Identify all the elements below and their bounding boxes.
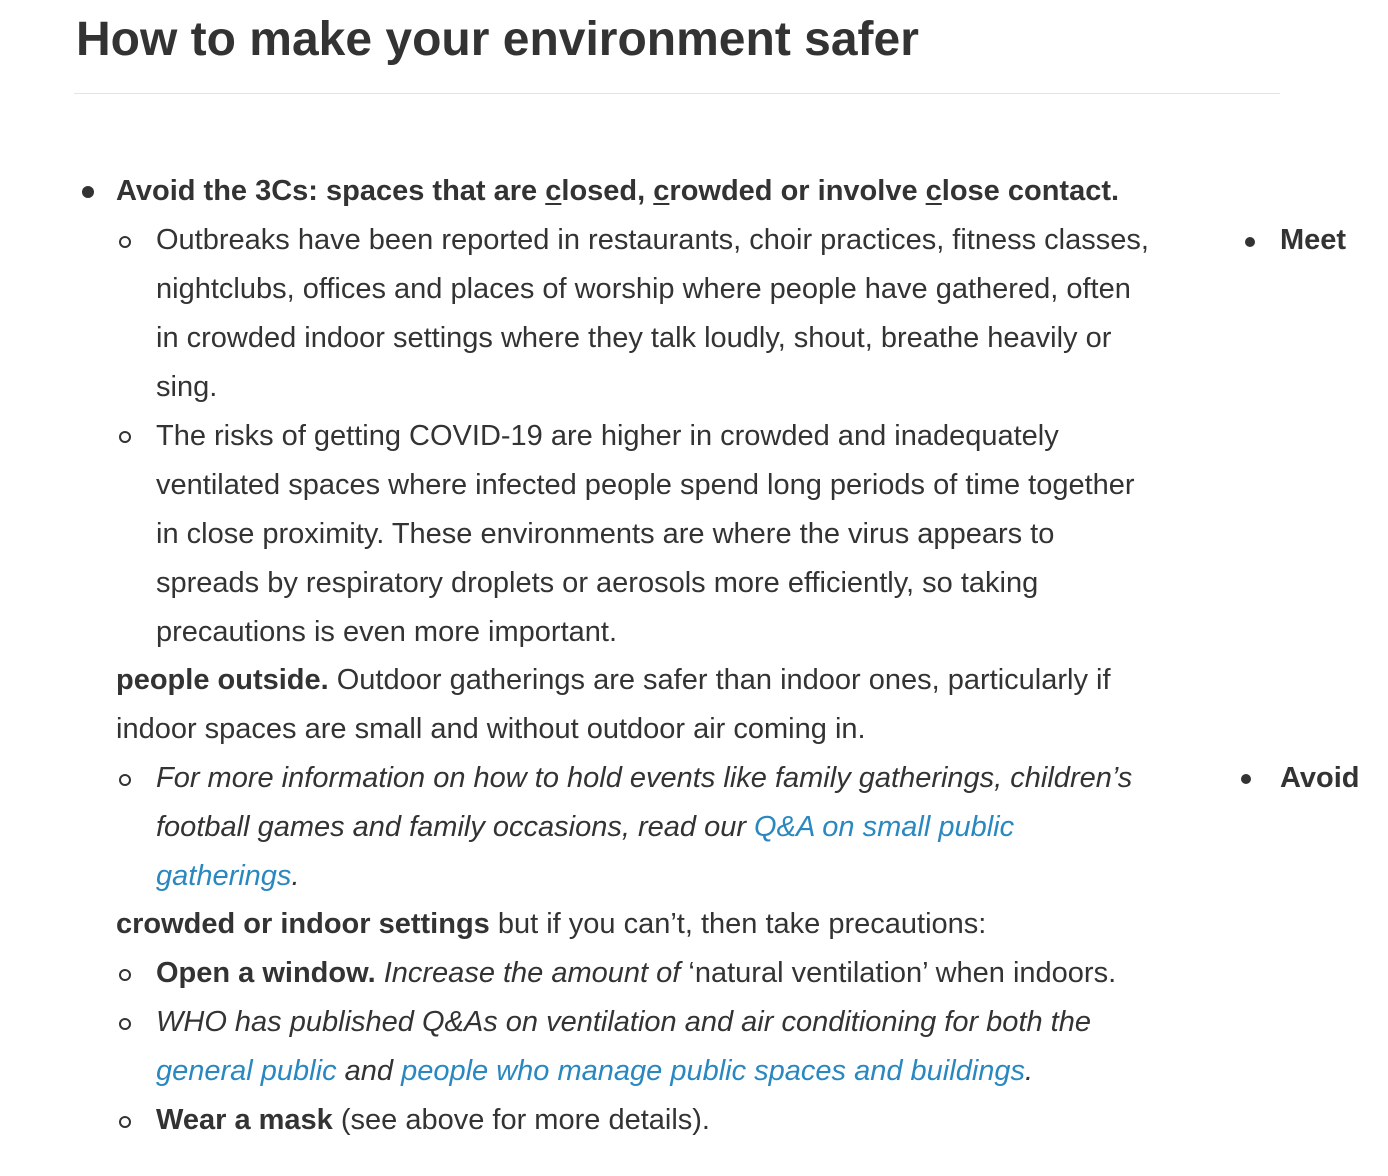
risks-line: ventilated spaces where infected people spend long periods of time together bbox=[156, 469, 1135, 501]
outbreaks-line: in crowded indoor settings where they talk loudly, shout, breathe heavily or bbox=[156, 322, 1112, 354]
page-title: How to make your environment safer bbox=[76, 13, 919, 66]
title-divider bbox=[74, 93, 1280, 94]
avoid-label: Avoid bbox=[1274, 754, 1359, 803]
general-public-link[interactable]: general public bbox=[156, 1055, 337, 1087]
bullet-icon bbox=[82, 186, 94, 198]
outbreaks-line: nightclubs, offices and places of worship where people have gathered, often bbox=[156, 273, 1131, 305]
outbreaks-line: sing. bbox=[156, 371, 218, 403]
circle-bullet-icon bbox=[119, 774, 131, 786]
risks-line: in close proximity. These environments are where the virus appears to bbox=[156, 518, 1055, 550]
bullet-icon bbox=[1245, 237, 1255, 247]
avoid-3cs-heading: Avoid the 3Cs: spaces that are closed, crowded or involve close contact. bbox=[116, 175, 1120, 207]
bullet-icon bbox=[1241, 774, 1251, 784]
events-info-text: gatherings. bbox=[156, 860, 300, 892]
events-info-text: football games and family occasions, read our Q&A on small public bbox=[156, 811, 1015, 843]
outbreaks-line: Outbreaks have been reported in restaurants, choir practices, fitness classes, bbox=[156, 224, 1149, 256]
circle-bullet-icon bbox=[119, 236, 131, 248]
meet-label: Meet bbox=[1274, 216, 1346, 265]
wear-mask-text: Wear a mask (see above for more details). bbox=[156, 1104, 710, 1136]
risks-line: precautions is even more important. bbox=[156, 616, 617, 648]
who-qa-text: WHO has published Q&As on ventilation and air conditioning for both the bbox=[156, 1006, 1091, 1038]
circle-bullet-icon bbox=[119, 969, 131, 981]
who-qa-text: general public and people who manage public spaces and buildings. bbox=[156, 1055, 1034, 1087]
public-spaces-link[interactable]: people who manage public spaces and buildings bbox=[401, 1055, 1026, 1087]
small-gatherings-link[interactable]: Q&A on small public bbox=[754, 811, 1015, 843]
circle-bullet-icon bbox=[119, 1018, 131, 1030]
circle-bullet-icon bbox=[119, 1116, 131, 1128]
small-gatherings-link[interactable]: gatherings bbox=[156, 860, 292, 892]
open-window-text: Open a window. Increase the amount of ‘natural ventilation’ when indoors. bbox=[156, 957, 1117, 989]
people-outside-text: indoor spaces are small and without outdoor air coming in. bbox=[116, 713, 866, 745]
crowded-indoor-text: crowded or indoor settings but if you can’t, then take precautions: bbox=[116, 908, 987, 940]
risks-line: spreads by respiratory droplets or aerosols more efficiently, so taking bbox=[156, 567, 1039, 599]
people-outside-text: people outside. Outdoor gatherings are safer than indoor ones, particularly if bbox=[116, 664, 1111, 696]
events-info-text: For more information on how to hold events like family gatherings, children’s bbox=[156, 762, 1133, 794]
risks-line: The risks of getting COVID-19 are higher in crowded and inadequately bbox=[156, 420, 1059, 452]
circle-bullet-icon bbox=[119, 431, 131, 443]
